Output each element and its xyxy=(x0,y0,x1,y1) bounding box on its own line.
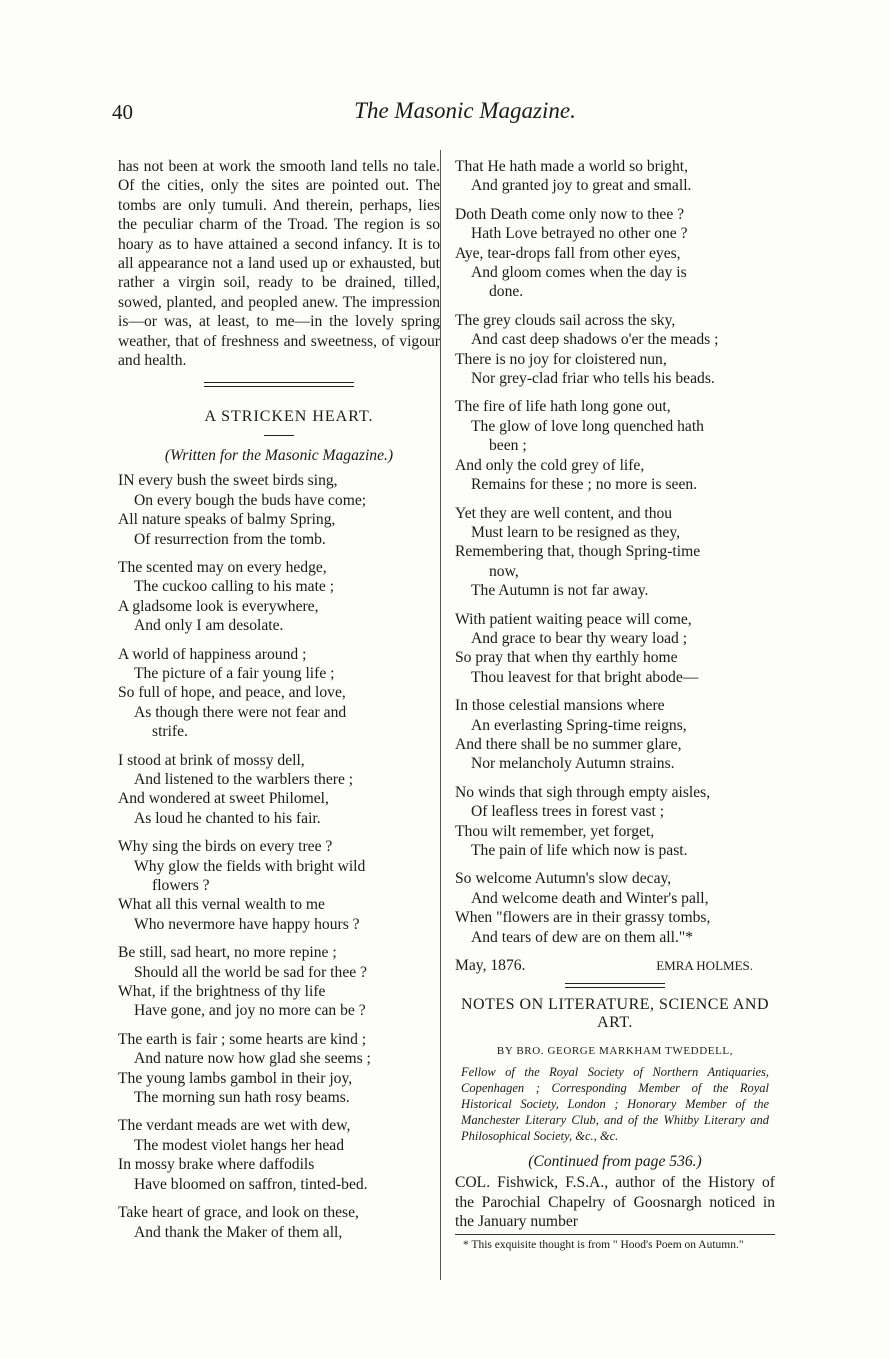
poem-line: IN every bush the sweet birds sing, xyxy=(118,472,338,490)
stanza xyxy=(118,558,440,636)
poem-line: And grace to bear thy weary load ; xyxy=(471,629,688,647)
poem-line: The young lambs gambol in their joy, xyxy=(118,1069,353,1087)
poem-line: Remains for these ; no more is seen. xyxy=(471,476,698,494)
poem-line: A gladsome look is everywhere, xyxy=(118,597,319,615)
poem-line: The glow of love long quenched hath xyxy=(471,417,704,435)
poem-line: The fire of life hath long gone out, xyxy=(455,398,671,416)
poem-line: Thou leavest for that bright abode— xyxy=(471,668,699,686)
stanza xyxy=(455,157,775,196)
poem-line: And listened to the warblers there ; xyxy=(134,770,354,788)
poem-line: And cast deep shadows o'er the meads ; xyxy=(471,331,719,349)
poem-line: So full of hope, and peace, and love, xyxy=(118,684,346,702)
poem-line: A world of happiness around ; xyxy=(118,645,307,663)
poem-line: With patient waiting peace will come, xyxy=(455,610,692,628)
poem-line: And granted joy to great and small. xyxy=(471,177,692,195)
poem-line: And only the cold grey of life, xyxy=(455,456,645,474)
page-number: 40 xyxy=(112,100,133,124)
poem-line: The verdant meads are wet with dew, xyxy=(118,1117,351,1135)
section-divider xyxy=(565,983,665,988)
poem-line: The modest violet hangs her head xyxy=(134,1136,345,1154)
poem-line: All nature speaks of balmy Spring, xyxy=(118,511,336,529)
footnote-rule xyxy=(455,1234,775,1235)
poem-title: A STRICKEN HEART. xyxy=(204,408,374,426)
right-column xyxy=(455,157,775,1252)
continued-note: (Continued from page 536.) xyxy=(528,1152,702,1170)
poem-line: The scented may on every hedge, xyxy=(118,558,327,576)
notes-byline: BY BRO. GEORGE MARKHAM TWEDDELL, xyxy=(496,1045,734,1058)
poem-line: And gloom comes when the day is xyxy=(471,264,687,282)
poem-line: And wondered at sweet Philomel, xyxy=(118,790,329,808)
poem-line: And welcome death and Winter's pall, xyxy=(471,889,709,907)
poem-line: flowers ? xyxy=(152,877,210,894)
stanza xyxy=(455,205,775,302)
running-title: The Masonic Magazine. xyxy=(354,98,576,123)
stanza xyxy=(118,1030,440,1108)
poem-line: What, if the brightness of thy life xyxy=(118,983,326,1001)
poem-line: The earth is fair ; some hearts are kind ; xyxy=(118,1030,367,1048)
poem-line: Hath Love betrayed no other one ? xyxy=(471,225,688,243)
poem-line: been ; xyxy=(489,437,527,455)
notes-title: NOTES ON LITERATURE, SCIENCE AND ART. xyxy=(461,996,769,1032)
poem-line: Have gone, and joy no more can be ? xyxy=(134,1002,366,1020)
poem-line: And there shall be no summer glare, xyxy=(455,735,682,753)
stanza xyxy=(455,610,775,688)
poem-line: On every bough the buds have come; xyxy=(134,491,367,509)
stanza xyxy=(455,397,775,494)
poem-line: As though there were not fear and xyxy=(134,703,347,721)
poem-line: Why sing the birds on every tree ? xyxy=(118,838,333,856)
poem-line: Take heart of grace, and look on these, xyxy=(118,1204,359,1222)
page-header xyxy=(0,96,890,132)
notes-body xyxy=(455,1173,775,1231)
poem-line: So pray that when thy earthly home xyxy=(455,649,678,667)
poem-line: The Autumn is not far away. xyxy=(471,582,649,600)
prose-paragraph: has not been at work the smooth land tells no tale. Of the cities, only the sites are pointed out. The tombs are only tumuli. And therein, perhaps, lies the peculiar charm of the Troad. The region is so hoary as to have attained a second infancy. It is to all appearance not a land used up or exhausted, but rather a virgin soil, ready to be drained, tilled, sowed, planted, and peopled anew. The impression is—or was, at least, to me—in the lovely spring weather, that of freshness and sweetness, of vigour and health. xyxy=(118,158,440,370)
poem-line: Should all the world be sad for thee ? xyxy=(134,963,367,981)
notes-credentials: Fellow of the Royal Society of Northern Antiquaries, Copenhagen ; Corresponding Member of the Royal Historical Society, London ; Honorary Member of the Manchester Literary Club, and of the Whitby Literary and Philosophical Society, &c., &c. xyxy=(461,1064,769,1143)
stanza xyxy=(118,471,440,549)
stanza xyxy=(118,751,440,829)
stanza xyxy=(118,1116,440,1194)
travel-prose xyxy=(118,157,440,370)
poem-line: Yet they are well content, and thou xyxy=(455,504,673,522)
poem-line: done. xyxy=(489,283,524,301)
stanza xyxy=(455,311,775,389)
left-column xyxy=(118,157,440,1251)
stanza xyxy=(455,869,775,947)
poem-signoff xyxy=(455,956,775,975)
poem-line: Be still, sad heart, no more repine ; xyxy=(118,944,337,962)
section-divider xyxy=(204,382,354,387)
poem-line: Must learn to be resigned as they, xyxy=(471,523,681,541)
poem-line: The morning sun hath rosy beams. xyxy=(134,1089,350,1107)
poem-line: Aye, tear-drops fall from other eyes, xyxy=(455,244,681,262)
poem-stanzas-left xyxy=(118,471,440,1242)
poem-line: No winds that sigh through empty aisles, xyxy=(455,783,711,801)
poem-line: That He hath made a world so bright, xyxy=(455,158,688,175)
poem-line: So welcome Autumn's slow decay, xyxy=(455,870,672,888)
poem-line: Doth Death come only now to thee ? xyxy=(455,205,685,223)
poem-line: The picture of a fair young life ; xyxy=(134,664,335,682)
notes-lead: COL. xyxy=(455,1174,491,1192)
poem-line: The grey clouds sail across the sky, xyxy=(455,311,676,329)
poem-line: There is no joy for cloistered nun, xyxy=(455,350,667,368)
poem-line: Of resurrection from the tomb. xyxy=(134,530,326,548)
poem-line: now, xyxy=(489,562,519,580)
poem-line: I stood at brink of mossy dell, xyxy=(118,751,305,769)
poem-line: Have bloomed on saffron, tinted-bed. xyxy=(134,1175,368,1193)
poem-line: Who nevermore have happy hours ? xyxy=(134,915,360,933)
poem-line: Why glow the fields with bright wild xyxy=(134,857,366,875)
poem-line: Nor melancholy Autumn strains. xyxy=(471,755,675,773)
stanza xyxy=(118,837,440,934)
poem-line: The cuckoo calling to his mate ; xyxy=(134,578,335,596)
column-divider xyxy=(440,150,441,1280)
poem-subtitle: (Written for the Masonic Magazine.) xyxy=(164,446,394,464)
footnote: * This exquisite thought is from " Hood's Poem on Autumn." xyxy=(463,1239,744,1252)
stanza xyxy=(455,696,775,774)
stanza xyxy=(118,645,440,742)
stanza xyxy=(118,943,440,1021)
stanza xyxy=(118,1203,440,1242)
poem-line: What all this vernal wealth to me xyxy=(118,896,325,914)
poem-line: strife. xyxy=(152,723,188,741)
poem-line: In those celestial mansions where xyxy=(455,697,665,715)
poem-line: Thou wilt remember, yet forget, xyxy=(455,822,655,840)
poem-line: The pain of life which now is past. xyxy=(471,842,688,859)
stanza xyxy=(455,783,775,861)
stanza xyxy=(455,504,775,601)
title-rule xyxy=(264,435,294,436)
poem-line: And nature now how glad she seems ; xyxy=(134,1050,371,1068)
poem-line: Of leafless trees in forest vast ; xyxy=(471,803,665,821)
poem-line: When "flowers are in their grassy tombs, xyxy=(455,909,711,927)
poem-line: An everlasting Spring-time reigns, xyxy=(471,716,687,734)
poem-line: Nor grey-clad friar who tells his beads. xyxy=(471,370,715,388)
poem-line: Remembering that, though Spring-time xyxy=(455,543,701,561)
poem-line: In mossy brake where daffodils xyxy=(118,1156,315,1174)
poem-line: As loud he chanted to his fair. xyxy=(134,809,321,827)
poem-line: And thank the Maker of them all, xyxy=(134,1223,343,1241)
poem-line: And only I am desolate. xyxy=(134,617,284,635)
notes-text: Fishwick, F.S.A., author of the History of the Parochial Chapelry of Goosnargh noticed in the January number xyxy=(455,1174,775,1231)
poem-date: May, 1876. xyxy=(455,957,526,975)
poem-stanzas-right xyxy=(455,157,775,947)
poem-author: EMRA HOLMES. xyxy=(656,958,753,974)
poem-line: And tears of dew are on them all."* xyxy=(471,928,694,946)
